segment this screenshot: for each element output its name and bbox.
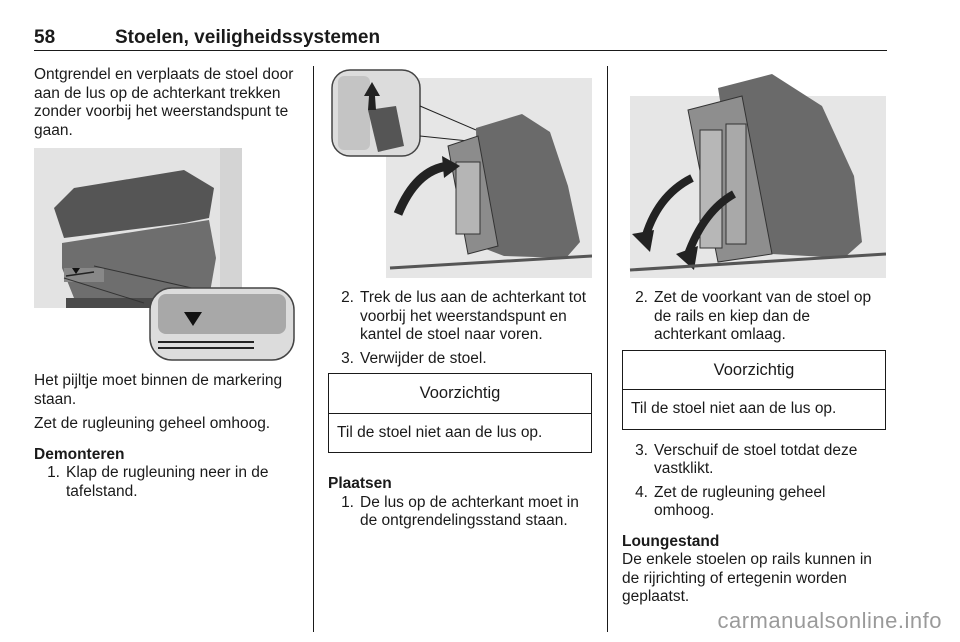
step-text: Klap de rugleuning neer in de tafelstand. — [66, 464, 269, 500]
caution-heading: Voorzichtig — [329, 374, 591, 414]
list-item — [328, 350, 592, 369]
caution-box — [622, 350, 886, 430]
step-number: 4. — [635, 483, 648, 501]
list-item — [328, 494, 592, 531]
watermark-text: carmanualsonline.info — [717, 608, 942, 633]
seat-install-illustration — [622, 66, 886, 278]
step-number: 1. — [47, 464, 60, 481]
list-item — [328, 289, 592, 345]
list-item — [622, 442, 886, 479]
section-heading: Plaatsen — [328, 475, 392, 492]
step-text: Trek de lus aan de achterkant tot voorbij het weerstandspunt en kantel de stoel naar voren. — [360, 289, 587, 343]
section-heading: Loungestand — [622, 532, 720, 550]
column-1 — [34, 66, 302, 506]
instruction: Zet de rugleuning geheel omhoog. — [34, 415, 271, 432]
section-heading: Demonteren — [34, 445, 125, 463]
page-title: Stoelen, veiligheidssystemen — [115, 27, 381, 48]
step-text: De lus op de achterkant moet in de ontgrendelingsstand staan. — [360, 493, 579, 529]
caution-text: Til de stoel niet aan de lus op. — [631, 400, 837, 417]
seat-tilt-forward-illustration — [328, 66, 592, 278]
caution-box — [328, 373, 592, 453]
page-number: 58 — [34, 27, 56, 48]
step-text: Verschuif de stoel totdat deze vastklikt. — [654, 441, 858, 477]
step-number: 1. — [341, 493, 354, 511]
caution-heading: Voorzichtig — [623, 351, 885, 391]
column-2 — [328, 66, 592, 536]
intro-paragraph: Ontgrendel en verplaats de stoel door aan de lus op de achterkant trekken zonder voorbij het weerstandspunt te gaan. — [34, 66, 294, 139]
seat-latch-illustration — [34, 148, 296, 362]
list-item — [622, 484, 886, 521]
section-paragraph: De enkele stoelen op rails kunnen in de rijrichting of ertegenin worden geplaatst. — [622, 551, 872, 605]
step-text: Zet de voorkant van de stoel op de rails en kiep dan de achterkant omlaag. — [654, 289, 872, 343]
step-number: 2. — [635, 289, 648, 306]
step-number: 2. — [341, 289, 354, 306]
column-divider — [607, 66, 608, 632]
step-number: 3. — [341, 349, 354, 367]
column-3 — [622, 66, 886, 613]
column-divider — [313, 66, 314, 632]
step-text: Zet de rugleuning geheel omhoog. — [654, 483, 826, 519]
list-item — [34, 464, 302, 501]
list-item — [622, 289, 886, 345]
figure-caption: Het pijltje moet binnen de markering staan. — [34, 372, 283, 408]
step-text: Verwijder de stoel. — [360, 349, 487, 367]
caution-text: Til de stoel niet aan de lus op. — [337, 423, 543, 441]
page-header — [34, 24, 887, 51]
step-number: 3. — [635, 441, 648, 459]
